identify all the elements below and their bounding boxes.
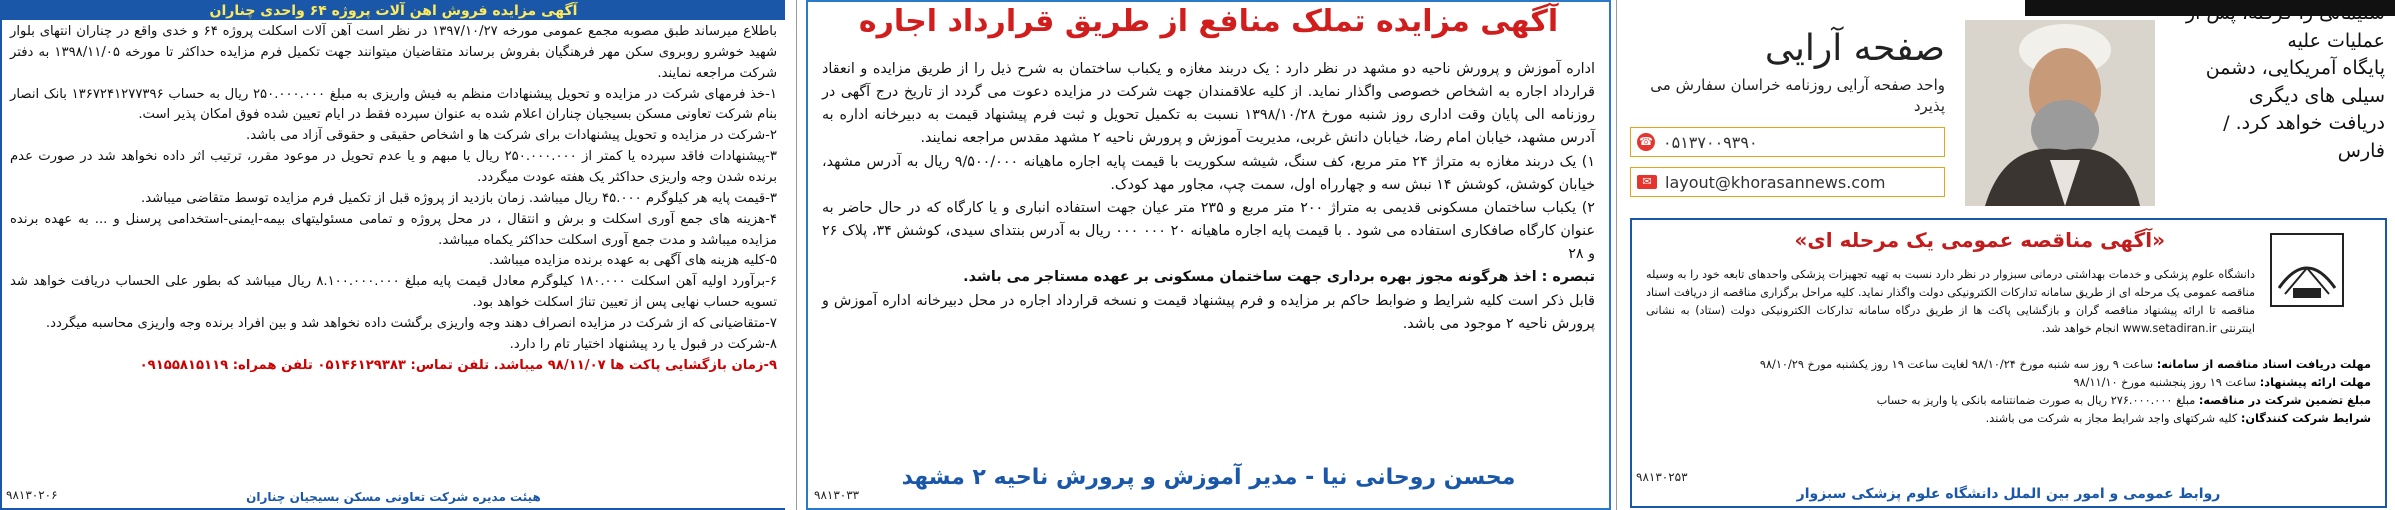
news-story xyxy=(1965,0,2385,200)
ad-paragraph: ۶-برآورد اولیه آهن اسکلت ۱۸۰.۰۰۰ کیلوگرم معادل قیمت پایه مبلغ ۸.۱۰۰.۰۰۰.۰۰۰ ریال میباشد که بطور علی الحساب دریافت خواهد شد تسویه حساب نهایی پس از تعیین تناژ اسکلت خواهد بود. xyxy=(10,274,777,311)
ad-paragraph: قابل ذکر است کلیه شرایط و ضوابط حاکم بر مزایده و فرم پیشنهاد قیمت و نسخه قرارداد اجاره در محل دبیرخانه اداره آموزش و پرورش ناحیه ۲ موجود می باشد. xyxy=(822,292,1595,332)
layout-email-row xyxy=(1630,167,1945,197)
story-line: پایگاه آمریکایی، دشمن xyxy=(2205,57,2385,80)
ad-lease-auction xyxy=(806,0,1611,510)
ad-reference-number: ۹۸۱۳۰۲۵۳ xyxy=(1636,470,1688,484)
tender-item-value: ساعت ۱۹ روز پنجشنبه مورخ ۹۸/۱۱/۱۰ xyxy=(2073,375,2257,389)
layout-service-box xyxy=(1630,28,1945,206)
ad-reference-number: ۹۸۱۳۰۳۳ xyxy=(814,488,860,502)
ad-paragraph: ۸-شرکت در قبول یا رد پیشنهاد اختیار تام را دارد. xyxy=(509,336,777,352)
ad-header: آگهی مزایده فروش اهن آلات پروژه ۶۴ واحدی چناران xyxy=(2,2,785,20)
tender-item xyxy=(1646,392,2371,410)
right-column xyxy=(1622,0,2395,510)
story-line: دریافت خواهد کرد. / xyxy=(2223,112,2385,135)
tender-item xyxy=(1646,356,2371,374)
ad-paragraph: باطلاع میرساند طبق مصوبه مجمع عمومی مورخه ۱۳۹۷/۱۰/۲۷ در نظر است آهن آلات اسکلت پروژه ۶۴ و خدی واقع در چناران انتهای بلوار شهید خوشرو روبروی سکن مهر فرهنگیان بفروش برساند متقاضیان میتوانند جهت تکمیل فرم مزایده حداکثر تا مورخه ۱۳۹۸/۱۱/۰۵ به دفتر شرکت مراجعه نمایند. xyxy=(10,24,777,81)
layout-title: صفحه آرایی xyxy=(1764,28,1945,69)
story-line: فارس xyxy=(2337,139,2385,162)
ad-tender xyxy=(1630,218,2387,508)
ad-title: آگهی مزایده تملک منافع از طریق قرارداد اجاره xyxy=(858,4,1559,39)
tender-item-value: ساعت ۹ روز سه شنبه مورخ ۹۸/۱۰/۲۴ لغایت ساعت ۱۹ روز یکشنبه مورخ ۹۸/۱۰/۲۹ xyxy=(1759,358,2154,371)
ad-paragraph: ۷-متقاضیانی که از شرکت در مزایده انصراف دهند وجه واریزی برگشت داده نخواهد شد و بین افراد برنده وجه واریزی محاسبه میگردد. xyxy=(45,316,777,332)
column-divider xyxy=(796,0,797,510)
tender-item xyxy=(1646,410,2371,428)
tender-item-value: کلیه شرکتهای واجد شرایط مجاز به شرکت می باشند. xyxy=(1985,411,2238,425)
ad-paragraph: ۳-قیمت پایه هر کیلوگرم ۴۵.۰۰۰ ریال میباشد. زمان بازدید از پروژه قبل از تکمیل فرم مزایده توسط متقاضی میباشد. xyxy=(141,190,777,206)
cleric-photo xyxy=(1965,20,2155,206)
layout-phone-row xyxy=(1630,127,1945,157)
tender-item-key: شرایط شرکت کنندگان: xyxy=(2240,411,2371,425)
ad-reference-number: ۹۸۱۳۰۲۰۶ xyxy=(6,488,58,502)
tender-item-key: مهلت ارائه پیشنهاد: xyxy=(2259,375,2371,389)
ad-body xyxy=(822,58,1595,336)
ad-signature: هیئت مدیره شرکت تعاونی مسکن بسیجیان چناران xyxy=(246,490,541,504)
ad-paragraph: ۱) یک دربند مغازه به متراژ ۲۴ متر مربع، کف سنگ، شیشه سکوریت با قیمت پایه اجاره ماهیانه ۹/۵۰۰/۰۰۰ ریال به آدرس مشهد، خیابان کوشش، کوشش ۱۴ نبش سه و چهارراه اول، سمت چپ، مجاور مهد کودک. xyxy=(822,153,1595,193)
ad-iron-auction xyxy=(0,0,785,510)
tender-item-value: مبلغ ۲۷۶.۰۰۰.۰۰۰ ریال به صورت ضمانتنامه بانکی یا واریز به حساب xyxy=(1876,393,2196,407)
ad-signature: محسن روحانی نیا - مدیر آموزش و پرورش ناحیه ۲ مشهد xyxy=(901,465,1516,490)
university-logo-icon xyxy=(2265,228,2349,312)
layout-subtitle: واحد صفحه آرایی روزنامه خراسان سفارش می پذیرد xyxy=(1650,76,1945,115)
tender-item-key: مبلغ تضمین شرکت در مناقصه: xyxy=(2198,393,2371,407)
phone-icon: ☎ xyxy=(1637,133,1655,151)
ad-paragraph: ۲-شرکت در مزایده و تحویل پیشنهادات برای شرکت ها و اشخاص حقیقی و حقوقی آزاد می باشد. xyxy=(246,128,777,144)
layout-phone[interactable]: ۰۵۱۳۷۰۰۹۳۹۰ xyxy=(1663,132,1758,152)
tender-items xyxy=(1646,356,2371,427)
tender-intro: دانشگاه علوم پزشکی و خدمات بهداشتی درمانی سبزوار در نظر دارد نسبت به تهیه تجهیزات پزشکی واحدهای تابعه خود را به وسیله مناقصه عمومی یک مرحله ای از طریق سامانه تدارکات الکترونیکی دولت واگذار نماید. کلیه مراحل برگزاری مناقصه از دریافت اسناد مناقصه تا ارائه پیشنهاد مناقصه گران و بازگشایی پاکت ها از طریق درگاه سامانه تدارکات الکترونیکی دولت (ستاد) به نشانی اینترنتی www.setadiran.ir انجام خواهد شد. xyxy=(1646,268,2255,335)
email-icon: ✉ xyxy=(1637,175,1657,189)
ad-paragraph: ۱-خذ فرمهای شرکت در مزایده و تحویل پیشنهادات منظم به فیش واریزی به مبلغ ۲۵۰.۰۰۰.۰۰۰ ریال به حساب ۱۳۶۷۲۴۱۲۷۷۳۹۶ بانک انصار بنام شرکت تعاونی مسکن بسیجیان چناران اعلام شده به عنوان سپرده فقط در ایام تعیین شده فوق امکان پذیر است. xyxy=(10,86,778,123)
column-divider xyxy=(1616,0,1617,510)
ad-paragraph: ۳-پیشنهادات فاقد سپرده یا کمتر از ۲۵۰.۰۰۰.۰۰۰ ریال یا مبهم و یا عدم تحویل در موعود مقرر، ترتیب اثر داده نخواهد شد در صورت عدم برنده شدن وجه واریزی حداکثر یک هفته عودت میگردد. xyxy=(10,149,777,186)
layout-email[interactable]: layout@khorasannews.com xyxy=(1665,172,1886,192)
ad-paragraph: اداره آموزش و پرورش ناحیه دو مشهد در نظر دارد : یک دربند مغازه و یکباب ساختمان به شرح ذیل را از طریق مزایده و انعقاد قرارداد اجاره به اشخاص خصوصی واگذار نماید. از کلیه علاقمندان جهت شرکت در مزایده دعوت می گردد از تاریخ درج آگهی در روزنامه الی پایان وقت اداری روز شنبه مورخ ۱۳۹۸/۱۰/۲۸ نسبت به تکمیل تحویل و ثبت فرم پیشنهاد قیمت به دبیرخانه اداره به آدرس مشهد، خیابان امام رضا، خیابان دانش غربی، مدیریت آموزش و پرورش ناحیه ۲ مشهد مقدس مراجعه نمایند. xyxy=(822,61,1595,147)
tender-item xyxy=(1646,374,2371,392)
ad-paragraph: ۴-هزینه های جمع آوری اسکلت و برش و انتقال ، در محل پروژه و تمامی مسئولیتهای بیمه-ایمنی-استخدامی پرسنل و ... به عهده برنده مزایده میباشد و مدت جمع آوری اسکلت حداکثر یکماه میباشد. xyxy=(10,211,777,248)
ad-paragraph: ۵-کلیه هزینه های آگهی به عهده برنده مزایده میباشد. xyxy=(488,253,777,269)
story-line: سلیمانی را گرفته، پس از عملیات علیه xyxy=(2185,2,2385,52)
tender-title: «آگهی مناقصه عمومی یک مرحله ای» xyxy=(1794,228,2165,252)
ad-paragraph: ۲) یکباب ساختمان مسکونی قدیمی به متراژ ۲۰۰ متر مربع و ۲۳۵ متر عیان جهت استفاده انباری و یا کارگاه که در حال حاضر به عنوان کارگاه صافکاری استفاده می شود . با قیمت پایه اجاره ماهیانه ۲۰ ۰۰۰ ۰۰۰ ریال به آدرس بنتدای سیدی، کوشش ۳۴، پلاک ۲۶ و ۲۸ xyxy=(822,199,1596,263)
ad-note: تبصره : اخذ هرگونه مجوز بهره برداری جهت ساختمان مسکونی بر عهده مستاجر می باشد. xyxy=(963,269,1595,286)
tender-item-key: مهلت دریافت اسناد مناقصه از سامانه: xyxy=(2156,358,2371,371)
story-line: سیلی های دیگری xyxy=(2248,84,2385,107)
ad-body xyxy=(10,22,777,377)
tender-footer: روابط عمومی و امور بین الملل دانشگاه علوم پزشکی سبزوار xyxy=(1796,486,2221,502)
ad-paragraph-contact: ۹-زمان بازگشایی پاکت ها ۹۸/۱۱/۰۷ میباشد. تلفن تماس: ۰۵۱۴۶۱۲۹۳۸۳ تلفن همراه: ۰۹۱۵۵۸۱۵۱۱۹ xyxy=(139,357,777,373)
